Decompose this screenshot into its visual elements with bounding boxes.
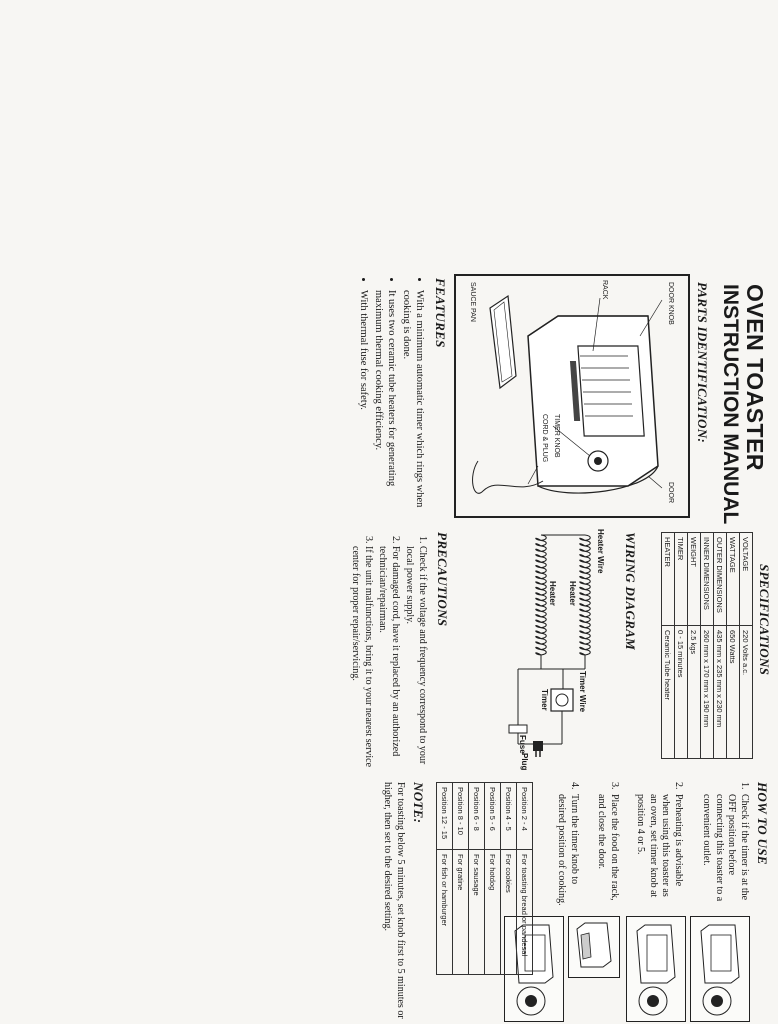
spec-row [675,533,688,759]
note-section [381,782,426,1020]
label-rack: RACK [601,280,608,300]
note-heading: NOTE: [411,782,426,824]
position-range: Position 8 - 10 [453,783,469,850]
features-heading: FEATURES [433,278,448,348]
position-range: Position 6 - 8 [469,783,485,850]
spec-label: OUTER DIMENSIONS [714,533,727,626]
position-use: For toasting bread or pandesal [517,850,533,975]
specifications-heading: SPECIFICATIONS [757,564,772,676]
label-plug: Plug [520,753,529,771]
position-range: Position 5 - 6 [485,783,501,850]
how-to-step: 4. Turn the timer knob to desired position of cooking. [556,782,580,906]
spec-row [727,533,740,759]
feature-item: • With a minimum automatic timer which rings when cooking is done. [400,290,426,514]
position-range: Position 2 - 4 [517,783,533,850]
label-cord-plug: CORD & PLUG [541,414,548,463]
label-door: DOOR [667,482,674,503]
spec-value: 435 mm x 235 mm x 230 mm [714,626,727,759]
wiring-schematic [463,529,613,769]
position-use: For sausage [469,850,485,975]
position-range: Position 12 - 15 [437,783,453,850]
manual-title: OVEN TOASTER [742,284,768,472]
how-to-use-section [556,782,770,1022]
spec-value: 650 Watts [727,626,740,759]
how-to-use-heading: HOW TO USE [755,782,770,865]
precaution-item: 1. Check if the voltage and frequency correspond to your local power supply. [403,546,428,770]
spec-value: 220 Volts a.c. [740,626,753,759]
spec-label: TIMER [675,533,688,626]
specifications-table [661,532,753,759]
features-section [355,278,448,514]
label-fuse: Fuse [518,735,527,754]
label-heater-wire: Heater Wire [596,529,605,574]
position-row [437,783,453,975]
note-text: For toasting below 5 minutes, set knob first to 5 minutes or higher, then set to the desired setting. [382,782,406,1019]
precaution-item: 3. If the unit malfunctions, bring it to your nearest service center for proper repair/servicing. [349,546,374,770]
position-range: Position 4 - 5 [501,783,517,850]
feature-item: • With thermal fuse for safety. [357,290,370,514]
spec-label: VOLTAGE [740,533,753,626]
oven-toaster-illustration [456,276,688,516]
spec-value: 2.5 kgs [688,626,701,759]
step-3-illustration [568,916,620,978]
position-row [453,783,469,975]
spec-label: INNER DIMENSIONS [701,533,714,626]
spec-value: Ceramic Tube heater [662,626,675,759]
position-use: For fish or hamburger [437,850,453,975]
label-door-knob: DOOR KNOB [667,282,674,325]
how-to-step: 1. Check if the timer is at the OFF position before connecting this toaster to a convenient outlet. [701,782,750,902]
manual-sheet [318,264,778,1024]
step-2-illustration [626,916,686,1022]
position-use: For hotdog [485,850,501,975]
spec-row [701,533,714,759]
wiring-diagram [463,529,613,769]
position-table [436,782,533,975]
position-row [501,783,517,975]
label-heater-top: Heater [568,581,577,606]
position-use: For gratine [453,850,469,975]
parts-illustration [454,274,690,518]
label-timer: Timer [540,689,549,711]
spec-label: HEATER [662,533,675,626]
label-sauce-pan: SAUCE PAN [469,282,476,322]
manual-subtitle: INSTRUCTION MANUAL [719,284,742,525]
spec-row [740,533,753,759]
spec-row [662,533,675,759]
position-row [485,783,501,975]
position-row [469,783,485,975]
wiring-heading: WIRING DIAGRAM [623,532,638,650]
parts-heading: PARTS IDENTIFICATION: [695,282,710,444]
feature-item: • It uses two ceramic tube heaters for generating maximum thermal cooking efficiency. [372,290,398,514]
precautions-section [347,532,450,770]
spec-row [688,533,701,759]
spec-value: 0 - 15 minutes [675,626,688,759]
step-1-illustration [690,916,750,1022]
label-timer-knob: TIMER KNOB [553,414,560,458]
position-use: For cookies [501,850,517,975]
how-to-step: 3. Place the food on the rack, and close the door. [596,782,620,901]
spec-value: 260 mm x 170 mm x 190 mm [701,626,714,759]
spec-label: WEIGHT [688,533,701,626]
precautions-heading: PRECAUTIONS [435,532,450,627]
precaution-item: 2. For damaged cord, have it replaced by an authorized technician/repairman. [376,546,401,770]
label-timer-wire: Timer Wire [578,671,587,713]
how-to-step: 2. Preheating is advisable when using this toaster as an oven, set timer knob at position 4 or 5. [635,782,684,898]
spec-label: WATTAGE [727,533,740,626]
label-heater-bottom: Heater [548,581,557,606]
position-row [517,783,533,975]
spec-row [714,533,727,759]
